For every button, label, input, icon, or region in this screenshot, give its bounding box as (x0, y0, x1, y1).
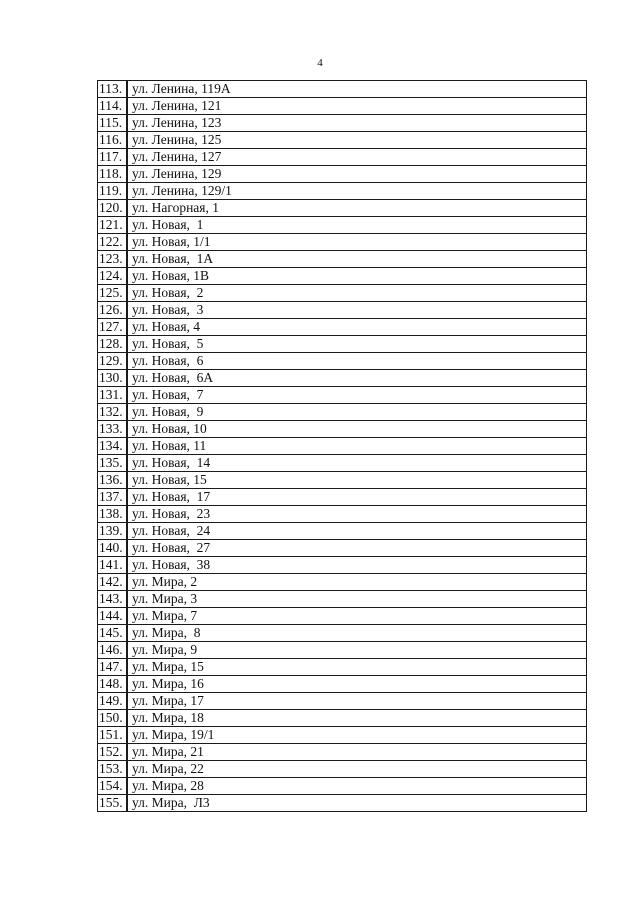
table-row (98, 302, 587, 319)
address-cell: ул. Мира, 9 (127, 642, 587, 659)
table-row (98, 149, 587, 166)
row-number-cell: 119. (98, 183, 128, 200)
row-number-cell: 125. (98, 285, 128, 302)
address-cell: ул. Ленина, 129/1 (127, 183, 587, 200)
row-number-cell: 141. (98, 557, 128, 574)
row-number-cell: 140. (98, 540, 128, 557)
row-number-cell: 138. (98, 506, 128, 523)
row-number-cell: 129. (98, 353, 128, 370)
row-number-cell: 132. (98, 404, 128, 421)
address-cell: ул. Новая, 1 (127, 217, 587, 234)
table-row (98, 608, 587, 625)
row-number-cell: 148. (98, 676, 128, 693)
row-number-cell: 146. (98, 642, 128, 659)
row-number-cell: 131. (98, 387, 128, 404)
table-row (98, 132, 587, 149)
address-cell: ул. Мира, Л3 (127, 795, 587, 812)
address-cell: ул. Мира, 21 (127, 744, 587, 761)
address-cell: ул. Ленина, 127 (127, 149, 587, 166)
address-cell: ул. Новая, 9 (127, 404, 587, 421)
row-number-cell: 124. (98, 268, 128, 285)
row-number-cell: 136. (98, 472, 128, 489)
row-number-cell: 149. (98, 693, 128, 710)
row-number-cell: 150. (98, 710, 128, 727)
address-table-body (98, 81, 587, 812)
table-row (98, 489, 587, 506)
row-number-cell: 127. (98, 319, 128, 336)
table-row (98, 353, 587, 370)
table-row (98, 727, 587, 744)
row-number-cell: 120. (98, 200, 128, 217)
table-row (98, 234, 587, 251)
table-row (98, 642, 587, 659)
address-cell: ул. Новая, 1А (127, 251, 587, 268)
address-cell: ул. Новая, 10 (127, 421, 587, 438)
row-number-cell: 142. (98, 574, 128, 591)
address-cell: ул. Новая, 17 (127, 489, 587, 506)
row-number-cell: 130. (98, 370, 128, 387)
address-cell: ул. Новая, 3 (127, 302, 587, 319)
table-row (98, 455, 587, 472)
address-cell: ул. Новая, 7 (127, 387, 587, 404)
table-row (98, 710, 587, 727)
address-cell: ул. Новая, 6А (127, 370, 587, 387)
row-number-cell: 151. (98, 727, 128, 744)
address-cell: ул. Мира, 17 (127, 693, 587, 710)
table-row (98, 472, 587, 489)
table-row (98, 778, 587, 795)
address-cell: ул. Мира, 28 (127, 778, 587, 795)
row-number-cell: 153. (98, 761, 128, 778)
row-number-cell: 155. (98, 795, 128, 812)
table-row (98, 404, 587, 421)
address-cell: ул. Новая, 2 (127, 285, 587, 302)
address-cell: ул. Новая, 5 (127, 336, 587, 353)
table-row (98, 251, 587, 268)
row-number-cell: 134. (98, 438, 128, 455)
address-cell: ул. Мира, 3 (127, 591, 587, 608)
table-row (98, 166, 587, 183)
address-cell: ул. Мира, 16 (127, 676, 587, 693)
row-number-cell: 116. (98, 132, 128, 149)
address-cell: ул. Ленина, 129 (127, 166, 587, 183)
table-row (98, 659, 587, 676)
table-row (98, 625, 587, 642)
table-row (98, 744, 587, 761)
address-cell: ул. Новая, 38 (127, 557, 587, 574)
address-cell: ул. Новая, 15 (127, 472, 587, 489)
table-row (98, 693, 587, 710)
row-number-cell: 135. (98, 455, 128, 472)
address-cell: ул. Новая, 11 (127, 438, 587, 455)
row-number-cell: 143. (98, 591, 128, 608)
address-cell: ул. Мира, 22 (127, 761, 587, 778)
table-row (98, 421, 587, 438)
address-cell: ул. Мира, 19/1 (127, 727, 587, 744)
table-row (98, 438, 587, 455)
row-number-cell: 123. (98, 251, 128, 268)
table-row (98, 540, 587, 557)
address-cell: ул. Мира, 7 (127, 608, 587, 625)
table-row (98, 676, 587, 693)
row-number-cell: 115. (98, 115, 128, 132)
row-number-cell: 114. (98, 98, 128, 115)
row-number-cell: 126. (98, 302, 128, 319)
row-number-cell: 137. (98, 489, 128, 506)
address-cell: ул. Ленина, 119А (127, 81, 587, 98)
row-number-cell: 145. (98, 625, 128, 642)
row-number-cell: 152. (98, 744, 128, 761)
row-number-cell: 117. (98, 149, 128, 166)
address-cell: ул. Новая, 4 (127, 319, 587, 336)
row-number-cell: 118. (98, 166, 128, 183)
table-row (98, 387, 587, 404)
address-cell: ул. Новая, 6 (127, 353, 587, 370)
table-row (98, 217, 587, 234)
table-row (98, 761, 587, 778)
row-number-cell: 113. (98, 81, 128, 98)
row-number-cell: 128. (98, 336, 128, 353)
row-number-cell: 144. (98, 608, 128, 625)
address-cell: ул. Мира, 2 (127, 574, 587, 591)
table-row (98, 98, 587, 115)
address-cell: ул. Ленина, 123 (127, 115, 587, 132)
address-cell: ул. Новая, 23 (127, 506, 587, 523)
page-number: 4 (317, 57, 323, 69)
table-row (98, 183, 587, 200)
table-row (98, 336, 587, 353)
table-row (98, 81, 587, 98)
row-number-cell: 139. (98, 523, 128, 540)
row-number-cell: 122. (98, 234, 128, 251)
address-cell: ул. Нагорная, 1 (127, 200, 587, 217)
row-number-cell: 154. (98, 778, 128, 795)
table-row (98, 285, 587, 302)
address-cell: ул. Новая, 27 (127, 540, 587, 557)
table-row (98, 319, 587, 336)
address-cell: ул. Мира, 8 (127, 625, 587, 642)
address-cell: ул. Мира, 15 (127, 659, 587, 676)
address-cell: ул. Ленина, 125 (127, 132, 587, 149)
table-row (98, 557, 587, 574)
address-cell: ул. Новая, 24 (127, 523, 587, 540)
table-row (98, 370, 587, 387)
table-row (98, 523, 587, 540)
table-row (98, 200, 587, 217)
address-cell: ул. Мира, 18 (127, 710, 587, 727)
table-row (98, 268, 587, 285)
table-row (98, 574, 587, 591)
address-cell: ул. Новая, 14 (127, 455, 587, 472)
row-number-cell: 133. (98, 421, 128, 438)
address-cell: ул. Ленина, 121 (127, 98, 587, 115)
row-number-cell: 147. (98, 659, 128, 676)
table-row (98, 506, 587, 523)
table-row (98, 115, 587, 132)
address-cell: ул. Новая, 1/1 (127, 234, 587, 251)
address-table (97, 80, 587, 812)
address-cell: ул. Новая, 1В (127, 268, 587, 285)
table-row (98, 591, 587, 608)
table-row (98, 795, 587, 812)
row-number-cell: 121. (98, 217, 128, 234)
